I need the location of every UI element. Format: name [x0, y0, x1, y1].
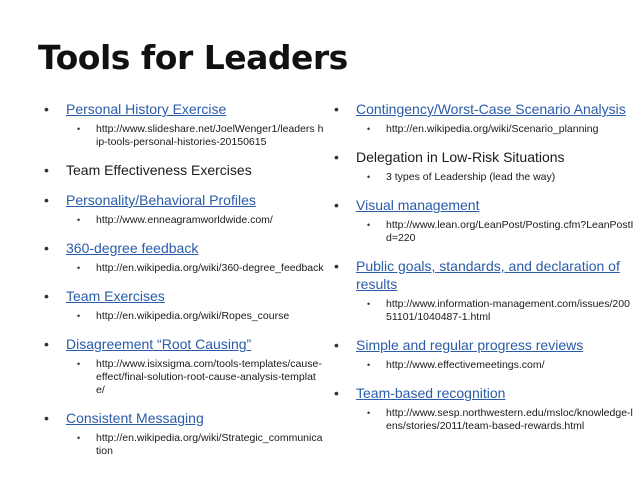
sub-bullet-icon: • [367, 124, 371, 134]
sub-bullet-icon: • [367, 220, 371, 230]
item-link[interactable]: Public goals, standards, and declaration of results [356, 258, 620, 292]
item-link[interactable]: Disagreement “Root Causing” [66, 336, 252, 352]
sub-item-text: 3 types of Leadership (lead the way) [386, 171, 556, 183]
item-link[interactable]: Personality/Behavioral Profiles [66, 192, 256, 208]
sub-item [356, 219, 634, 245]
right-list-item-5 [334, 384, 634, 433]
sub-bullet-icon: • [367, 299, 371, 309]
sub-item [66, 358, 324, 397]
bullet-icon: • [44, 336, 49, 352]
right-list-item-1 [334, 148, 634, 184]
right-list-item-0 [334, 100, 634, 136]
left-column [44, 100, 324, 470]
bullet-icon: • [334, 101, 339, 117]
sub-item-text: http://www.lean.org/LeanPost/Posting.cfm?LeanPostId=220 [386, 219, 634, 244]
sub-item [66, 310, 324, 323]
sub-bullet-icon: • [367, 360, 371, 370]
item-link[interactable]: Team Exercises [66, 288, 165, 304]
item-label: Team Effectiveness Exercises [66, 162, 252, 178]
sub-item [356, 171, 634, 184]
item-label: Delegation in Low-Risk Situations [356, 149, 565, 165]
sub-bullet-icon: • [77, 124, 81, 134]
sub-item [356, 407, 634, 433]
right-list-item-3 [334, 257, 634, 324]
item-link[interactable]: Team-based recognition [356, 385, 506, 401]
sub-item [66, 262, 324, 275]
bullet-icon: • [334, 197, 339, 213]
right-list-item-2 [334, 196, 634, 245]
bullet-icon: • [44, 162, 49, 178]
bullet-icon: • [44, 101, 49, 117]
item-link[interactable]: Consistent Messaging [66, 410, 204, 426]
right-column [334, 100, 634, 445]
left-list-item-4 [44, 287, 324, 323]
sub-bullet-icon: • [77, 311, 81, 321]
sub-item [66, 214, 324, 227]
sub-item-text: http://www.isixsigma.com/tools-templates/cause-effect/final-solution-root-cause-analysis-template/ [96, 358, 322, 396]
sub-bullet-icon: • [77, 215, 81, 225]
sub-item-text: http://en.wikipedia.org/wiki/Strategic_communication [96, 432, 323, 457]
sub-item-text: http://www.information-management.com/issues/20051101/1040487-1.html [386, 298, 630, 323]
sub-item-text: http://en.wikipedia.org/wiki/Ropes_course [96, 310, 290, 322]
bullet-icon: • [334, 337, 339, 353]
sub-item-text: http://www.sesp.northwestern.edu/msloc/knowledge-lens/stories/2011/team-based-rewards.html [386, 407, 633, 432]
right-list-item-4 [334, 336, 634, 372]
bullet-icon: • [44, 240, 49, 256]
item-link[interactable]: 360-degree feedback [66, 240, 199, 256]
bullet-icon: • [334, 385, 339, 401]
sub-bullet-icon: • [77, 263, 81, 273]
left-list-item-6 [44, 409, 324, 458]
left-list-item-1 [44, 161, 324, 179]
sub-item [66, 123, 324, 149]
sub-bullet-icon: • [77, 433, 81, 443]
bullet-icon: • [44, 410, 49, 426]
item-link[interactable]: Contingency/Worst-Case Scenario Analysis [356, 101, 626, 117]
sub-bullet-icon: • [77, 359, 81, 369]
sub-item-text: http://www.slideshare.net/JoelWenger1/leaders hip-tools-personal-histories-20150615 [96, 123, 324, 148]
sub-item [356, 298, 634, 324]
left-list-item-5 [44, 335, 324, 397]
bullet-icon: • [334, 149, 339, 165]
left-list-item-0 [44, 100, 324, 149]
bullet-icon: • [44, 192, 49, 208]
item-link[interactable]: Simple and regular progress reviews [356, 337, 584, 353]
left-list-item-3 [44, 239, 324, 275]
item-link[interactable]: Visual management [356, 197, 480, 213]
bullet-icon: • [334, 258, 339, 274]
item-link[interactable]: Personal History Exercise [66, 101, 227, 117]
sub-item-text: http://en.wikipedia.org/wiki/360-degree_feedback [96, 262, 324, 274]
sub-item [356, 123, 634, 136]
sub-bullet-icon: • [367, 172, 371, 182]
sub-item-text: http://www.enneagramworldwide.com/ [96, 214, 273, 226]
bullet-icon: • [44, 288, 49, 304]
sub-item [356, 359, 634, 372]
sub-item [66, 432, 324, 458]
left-list-item-2 [44, 191, 324, 227]
sub-item-text: http://en.wikipedia.org/wiki/Scenario_planning [386, 123, 599, 135]
page-title: Tools for Leaders [38, 38, 348, 77]
sub-bullet-icon: • [367, 408, 371, 418]
sub-item-text: http://www.effectivemeetings.com/ [386, 359, 545, 371]
